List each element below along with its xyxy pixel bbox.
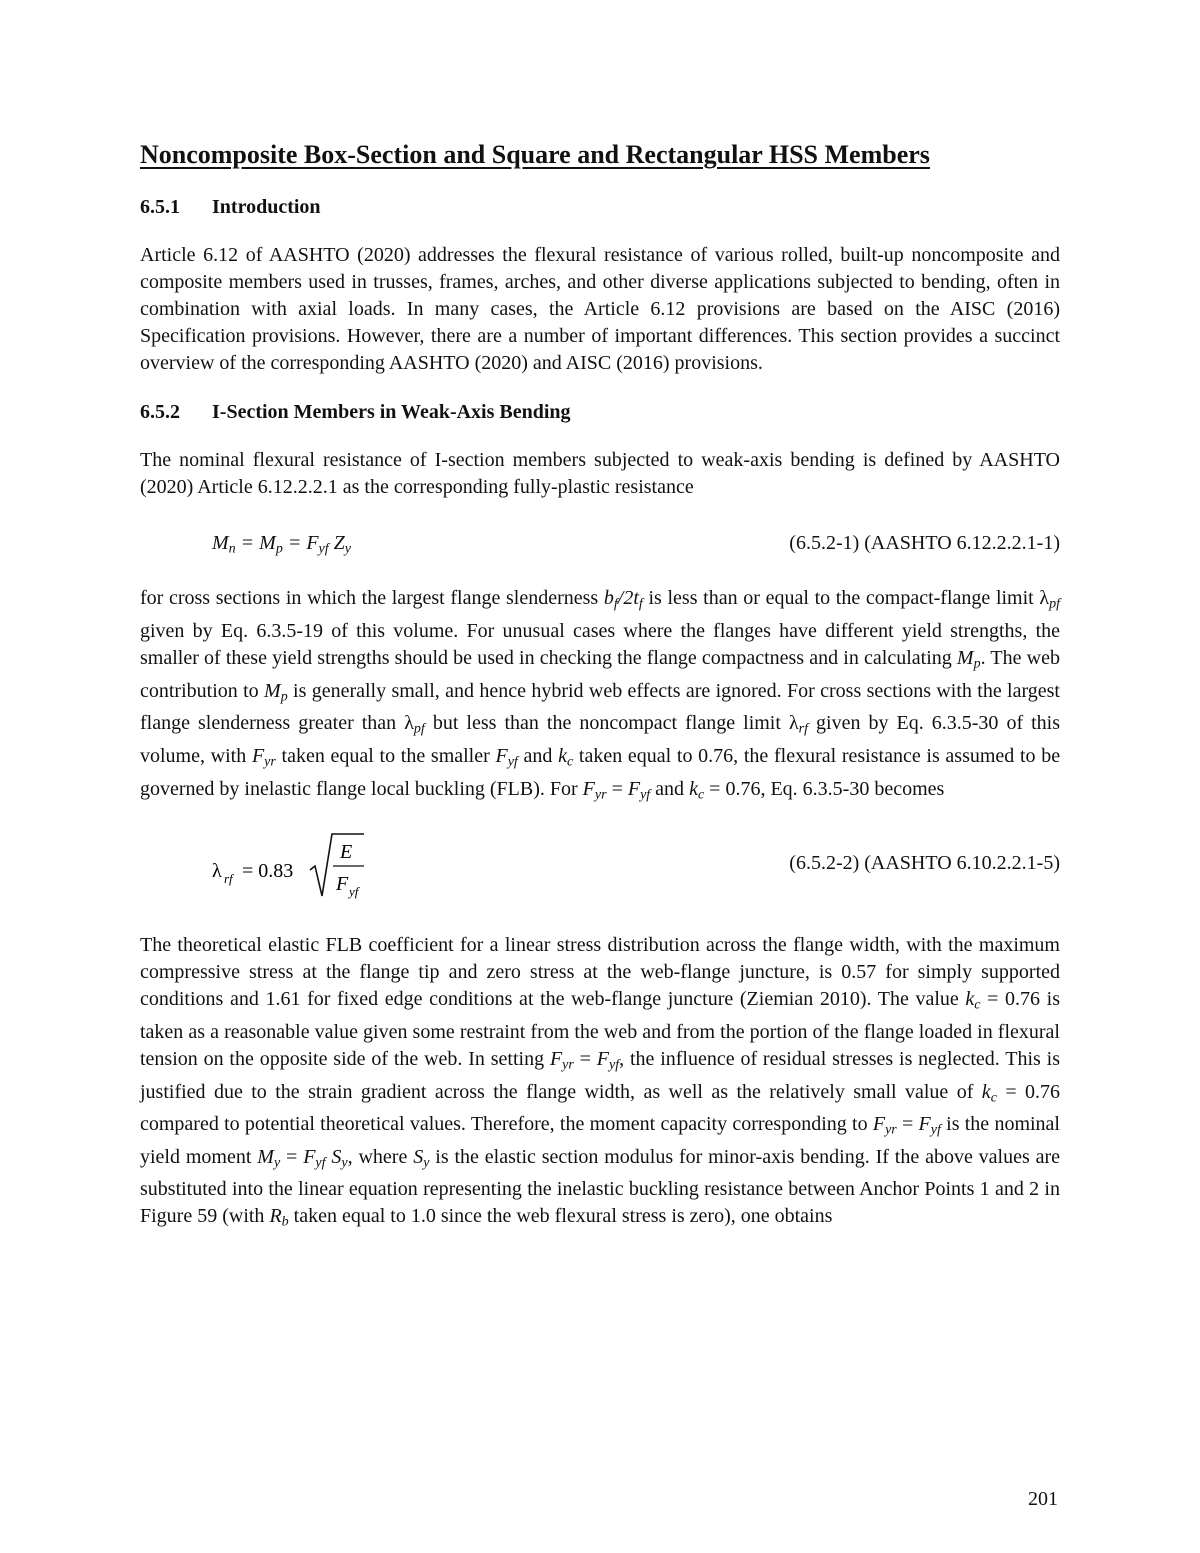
page-number: 201 — [1028, 1488, 1058, 1510]
introduction-paragraph: Article 6.12 of AASHTO (2020) addresses the flexural resistance of various rolled, built-up noncomposite and composite members used in trusses, frames, arches, and other diverse applications subjected to bending, often in combination with axial loads. In many cases, the Article 6.12 provisions are based on the AISC (2016) Specification provisions. However, there are a number of important differences. This section provides a succinct overview of the corresponding AASHTO (2020) and AISC (2016) provisions. — [140, 243, 1060, 375]
section-number: 6.5.1 — [140, 195, 180, 218]
weak-axis-paragraph-1: The nominal flexural resistance of I-section members subjected to weak-axis bending is defined by AASHTO (2020) Article 6.12.2.2.1 as the corresponding fully-plastic resistance — [140, 449, 1060, 499]
page-title: Noncomposite Box-Section and Square and Rectangular HSS Members — [140, 140, 930, 169]
equation-tag: (6.5.2-1) (AASHTO 6.12.2.2.1-1) — [789, 532, 1060, 555]
equation-expression: $M_n = M_p = F_{yf}$ $Z_y$ — [212, 532, 351, 557]
section-heading-introduction — [140, 194, 1060, 220]
section-heading-weak-axis — [140, 399, 1060, 425]
equation-tag: (6.5.2-2) (AASHTO 6.10.2.2.1-5) — [789, 852, 1060, 875]
section-title: Introduction — [212, 195, 321, 218]
equation-6-5-2-2 — [140, 830, 1060, 908]
weak-axis-paragraph-2: for cross sections in which the largest flange slenderness $b_f/2t_f$ is less than or equal to the compact-flange limit $\lambda_{pf}$ given by Eq. 6.3.5-19 of this volume. For unusual cases where the flanges have different yield strengths, the smaller of these yield strengths should be used in checking the flange compactness and in calculating $M_p$. The web contribution to $M_p$ is generally small, and hence hybrid web effects are ignored. For cross sections with the largest flange slenderness greater than $\lambda_{pf}$ but less than the noncompact flange limit $\lambda_{rf}$ given by Eq. 6.3.5-30 of this volume, with $F_{yr}$ taken equal to the smaller $F_{yf}$ and $k_c$ taken equal to 0.76, the flexural resistance is assumed to be governed by inelastic flange local buckling (FLB). For $F_{yr} = F_{yf}$ and $k_c = 0.76$, Eq. 6.3.5-30 becomes — [140, 587, 1061, 803]
equation-lambda-rf — [212, 830, 412, 908]
section-number: 6.5.2 — [140, 401, 180, 424]
lambda-symbol: λ — [212, 860, 222, 883]
lambda-subscript: rf — [224, 871, 233, 887]
weak-axis-paragraph-3: The theoretical elastic FLB coefficient for a linear stress distribution across the flange width, with the maximum compressive stress at the flange tip and zero stress at the web-flange juncture, is 0.57 for simply supported conditions and 1.61 for fixed edge conditions at the web-flange juncture (Ziemian 2010). The value $k_c = 0.76$ is taken as a reasonable value given some restraint from the web and from the portion of the flange loaded in flexural tension on the opposite side of the web. In setting $F_{yr} = F_{yf}$, the influence of residual stresses is neglected. This is justified due to the strain gradient across the flange width, as well as the relatively small value of $k_c = 0.76$ compared to potential theoretical values. Therefore, the moment capacity corresponding to $F_{yr} = F_{yf}$ is the nominal yield moment $M_y = F_{yf}$ $S_y$, where $S_y$ is the elastic section modulus for minor-axis bending. If the above values are substituted into the linear equation representing the inelastic buckling resistance between Anchor Points 1 and 2 in Figure 59 (with $R_b$ taken equal to 1.0 since the web flexural stress is zero), one obtains — [140, 934, 1061, 1230]
numerator-e: E — [340, 841, 353, 864]
equation-coefficient: = 0.83 — [242, 860, 294, 883]
denominator-subscript: yf — [349, 884, 359, 900]
page-content — [140, 138, 1060, 1258]
section-title: I-Section Members in Weak-Axis Bending — [212, 401, 571, 424]
denominator-f: F — [336, 873, 349, 896]
equation-6-5-2-1 — [140, 523, 1060, 563]
